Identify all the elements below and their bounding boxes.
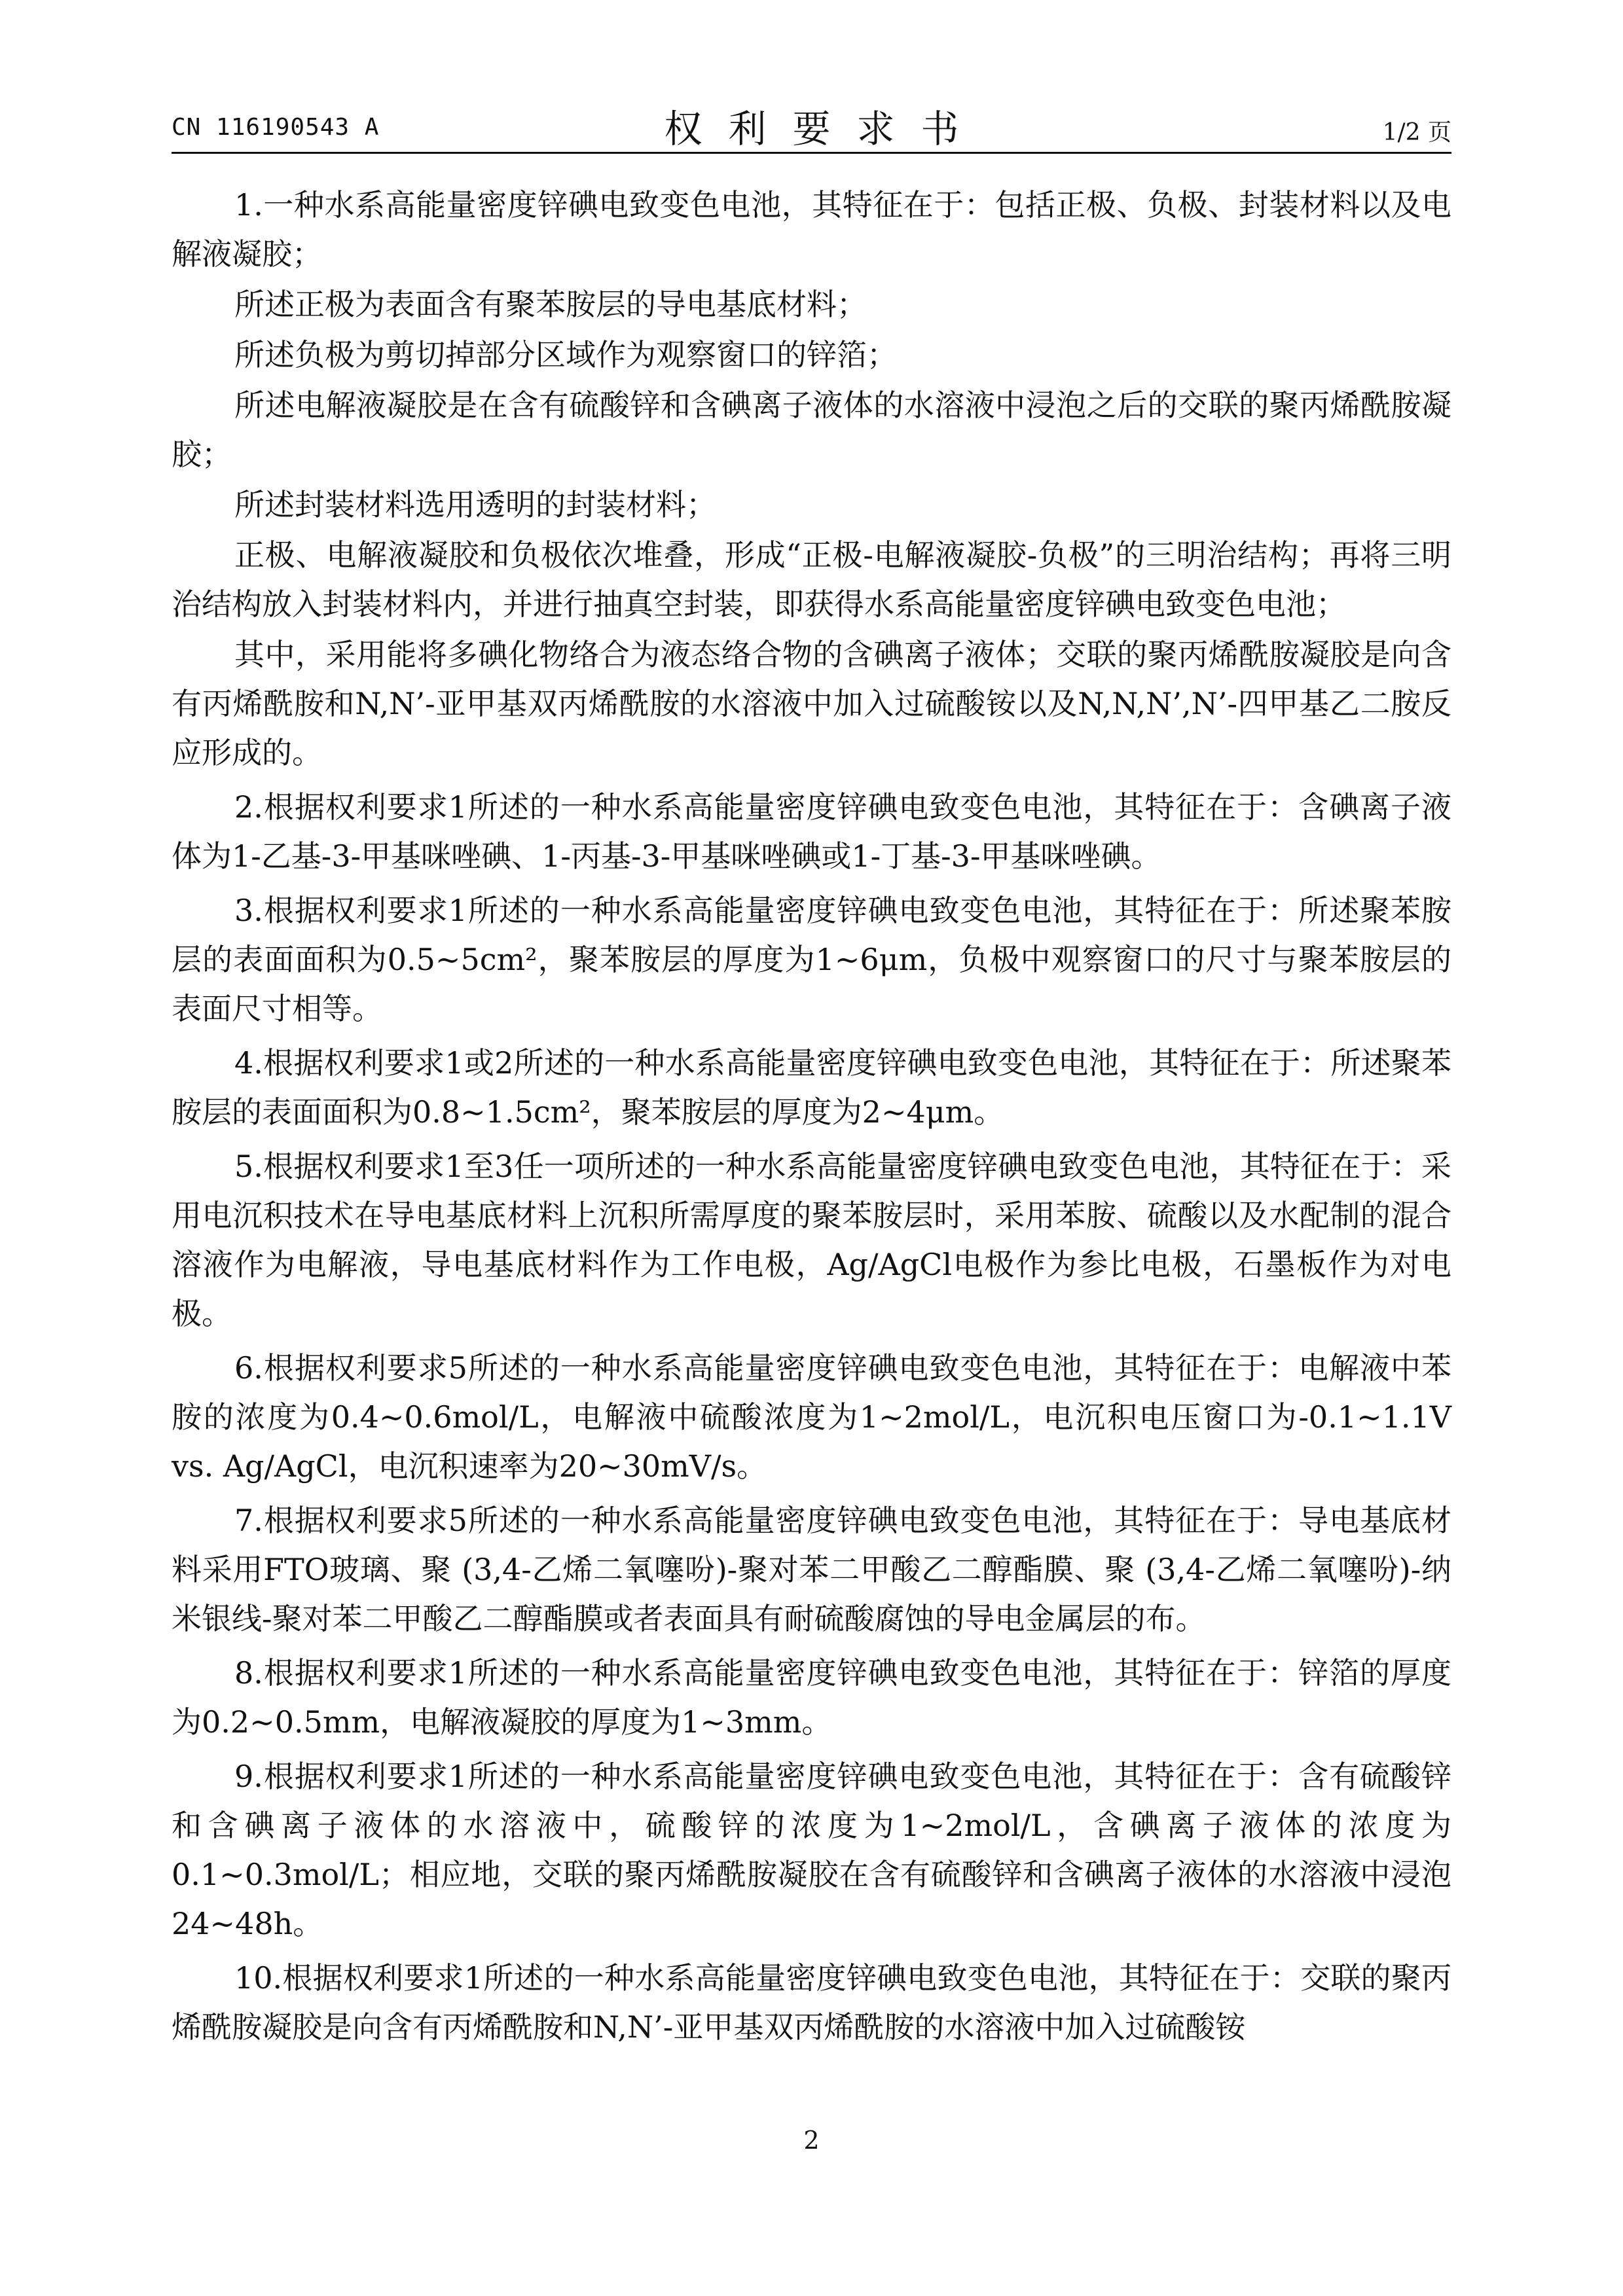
- claim-4: 4.根据权利要求1或2所述的一种水系高能量密度锌碘电致变色电池，其特征在于：所述聚苯胺层的表面面积为0.8~1.5cm²，聚苯胺层的厚度为2~4μm。: [172, 1045, 1451, 1130]
- header-rule: [172, 152, 1451, 154]
- claim-2: 2.根据权利要求1所述的一种水系高能量密度锌碘电致变色电池，其特征在于：含碘离子液体为1-乙基-3-甲基咪唑碘、1-丙基-3-甲基咪唑碘或1-丁基-3-甲基咪唑碘。: [172, 789, 1451, 874]
- claim-1-negative-electrode: 所述负极为剪切掉部分区域作为观察窗口的锌箔；: [234, 337, 897, 372]
- page-number: 2: [803, 2126, 820, 2155]
- claim-1-positive-electrode: 所述正极为表面含有聚苯胺层的导电基底材料；: [234, 287, 867, 322]
- claim-3: 3.根据权利要求1所述的一种水系高能量密度锌碘电致变色电池，其特征在于：所述聚苯胺层的表面面积为0.5~5cm²，聚苯胺层的厚度为1~6μm，负极中观察窗口的尺寸与聚苯胺层的表面尺寸相等。: [172, 893, 1451, 1026]
- claim-6: 6.根据权利要求5所述的一种水系高能量密度锌碘电致变色电池，其特征在于：电解液中苯胺的浓度为0.4~0.6mol/L，电解液中硫酸浓度为1~2mol/L，电沉积电压窗口为-0.1~1.1V vs. Ag/AgCl，电沉积速率为20~30mV/s。: [172, 1350, 1451, 1484]
- claim-5: 5.根据权利要求1至3任一项所述的一种水系高能量密度锌碘电致变色电池，其特征在于：采用电沉积技术在导电基底材料上沉积所需厚度的聚苯胺层时，采用苯胺、硫酸以及水配制的混合溶液作为电解液，导电基底材料作为工作电极，Ag/AgCl电极作为参比电极，石墨板作为对电极。: [172, 1149, 1451, 1331]
- claim-1-assembly: 正极、电解液凝胶和负极依次堆叠，形成“正极-电解液凝胶-负极”的三明治结构；再将三明治结构放入封装材料内，并进行抽真空封装，即获得水系高能量密度锌碘电致变色电池；: [172, 537, 1451, 622]
- claim-1-details: 其中，采用能将多碘化物络合为液态络合物的含碘离子液体；交联的聚丙烯酰胺凝胶是向含有丙烯酰胺和N,N’-亚甲基双丙烯酰胺的水溶液中加入过硫酸铵以及N,N,N’,N’-四甲基乙二胺反应形成的。: [172, 637, 1451, 770]
- document-title: 权利要求书: [664, 107, 985, 151]
- claim-9: 9.根据权利要求1所述的一种水系高能量密度锌碘电致变色电池，其特征在于：含有硫酸锌和含碘离子液体的水溶液中，硫酸锌的浓度为1~2mol/L，含碘离子液体的浓度为0.1~0.3mol/L；相应地，交联的聚丙烯酰胺凝胶在含有硫酸锌和含碘离子液体的水溶液中浸泡24~48h。: [172, 1759, 1451, 1941]
- page-indicator: 1/2 页: [1382, 119, 1451, 146]
- claim-10: 10.根据权利要求1所述的一种水系高能量密度锌碘电致变色电池，其特征在于：交联的聚丙烯酰胺凝胶是向含有丙烯酰胺和N,N’-亚甲基双丙烯酰胺的水溶液中加入过硫酸铵: [172, 1960, 1451, 2045]
- claim-1-electrolyte-gel: 所述电解液凝胶是在含有硫酸锌和含碘离子液体的水溶液中浸泡之后的交联的聚丙烯酰胺凝胶；: [172, 387, 1451, 472]
- claim-1: 1.一种水系高能量密度锌碘电致变色电池，其特征在于：包括正极、负极、封装材料以及电解液凝胶；: [172, 187, 1451, 272]
- claim-7: 7.根据权利要求5所述的一种水系高能量密度锌碘电致变色电池，其特征在于：导电基底材料采用FTO玻璃、聚 (3,4-乙烯二氧噻吩)-聚对苯二甲酸乙二醇酯膜、聚 (3,4-乙烯二氧噻吩)-纳米银线-聚对苯二甲酸乙二醇酯膜或者表面具有耐硫酸腐蚀的导电金属层的布。: [172, 1503, 1451, 1636]
- claim-1-packaging: 所述封装材料选用透明的封装材料；: [234, 487, 716, 522]
- claim-8: 8.根据权利要求1所述的一种水系高能量密度锌碘电致变色电池，其特征在于：锌箔的厚度为0.2~0.5mm，电解液凝胶的厚度为1~3mm。: [172, 1655, 1451, 1740]
- claims-body: [172, 175, 1451, 2052]
- page-header: [172, 98, 1451, 151]
- publication-number: CN 116190543 A: [172, 114, 380, 141]
